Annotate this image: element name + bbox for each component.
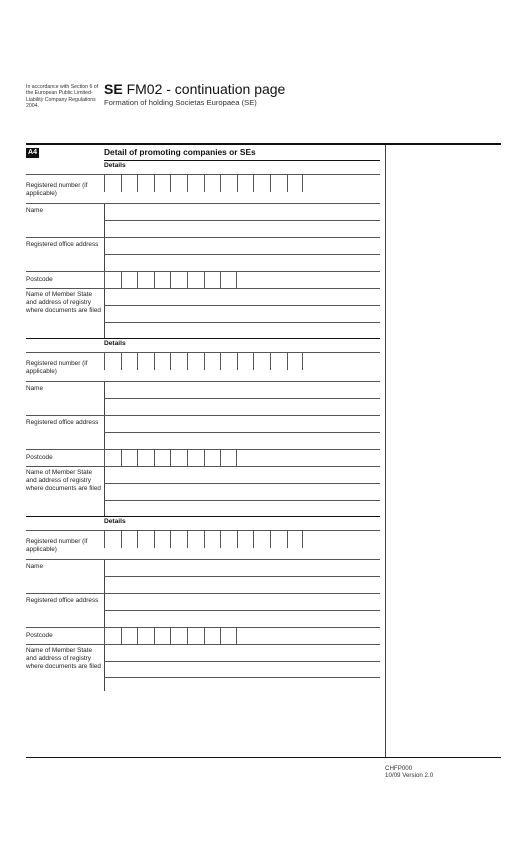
member-state-field-line[interactable] [104,500,380,501]
name-field-line[interactable] [104,220,380,221]
registered-office-label: Registered office address [26,419,99,426]
registered-number-boxes[interactable] [104,531,303,548]
registered-number-label: Registered number (if applicable) [26,538,88,553]
form-title [104,81,285,97]
member-state-field-line[interactable] [104,677,380,678]
member-state-field-line[interactable] [104,305,380,306]
form-version: 10/09 Version 2.0 [385,772,434,780]
registered-office-field-line[interactable] [104,254,380,255]
member-state-field-line[interactable] [104,661,380,662]
field-separator [26,644,380,645]
postcode-boxes[interactable] [104,271,237,288]
form-title-prefix: SE [104,81,123,97]
member-state-field-line[interactable] [104,322,380,323]
member-state-label: Name of Member State and address of registry where documents are filed [26,469,101,492]
form-title-text: FM02 - continuation page [122,81,286,97]
field-separator [26,466,380,467]
postcode-boxes[interactable] [104,627,237,644]
details-label: Details [104,518,126,525]
registered-number-label: Registered number (if applicable) [26,360,88,375]
member-state-field-line[interactable] [104,483,380,484]
section-badge: A4 [26,148,39,158]
name-field-line[interactable] [104,398,380,399]
field-separator [26,415,380,416]
details-rule [26,516,380,517]
section-top-rule [26,143,501,145]
field-separator [26,381,380,382]
registered-number-boxes[interactable] [104,175,303,192]
member-state-field-edge [104,645,105,691]
name-label: Name [26,563,44,570]
details-label: Details [104,162,126,169]
side-column-divider [385,145,386,757]
form-subtitle: Formation of holding Societas Europaea (SE) [104,98,257,107]
registered-office-label: Registered office address [26,597,99,604]
registered-office-field-line[interactable] [104,610,380,611]
name-field-line[interactable] [104,576,380,577]
field-separator [26,288,380,289]
member-state-field-edge [104,289,105,339]
page-bottom-rule [26,757,501,758]
postcode-boxes[interactable] [104,449,237,466]
field-separator [26,203,380,204]
postcode-label: Postcode [26,632,53,639]
registered-office-label: Registered office address [26,241,99,248]
registered-number-boxes[interactable] [104,353,303,370]
section-heading: Detail of promoting companies or SEs [104,147,256,157]
form-footer [385,765,433,780]
registered-number-label: Registered number (if applicable) [26,182,88,197]
registered-office-field-line[interactable] [104,432,380,433]
member-state-label: Name of Member State and address of registry where documents are filed [26,291,101,314]
details-rule [26,338,380,339]
postcode-label: Postcode [26,276,53,283]
field-separator [26,237,380,238]
form-code: CHFP000 [385,765,413,772]
field-separator [26,559,380,560]
details-rule [104,160,380,161]
postcode-label: Postcode [26,454,53,461]
name-label: Name [26,207,44,214]
field-separator [26,593,380,594]
member-state-field-edge [104,467,105,517]
name-label: Name [26,385,44,392]
member-state-label: Name of Member State and address of registry where documents are filed [26,647,101,670]
details-label: Details [104,340,126,347]
legislation-note: In accordance with Section 6 of the European Public Limited-Liability Company Regulations 2004. [26,84,99,110]
